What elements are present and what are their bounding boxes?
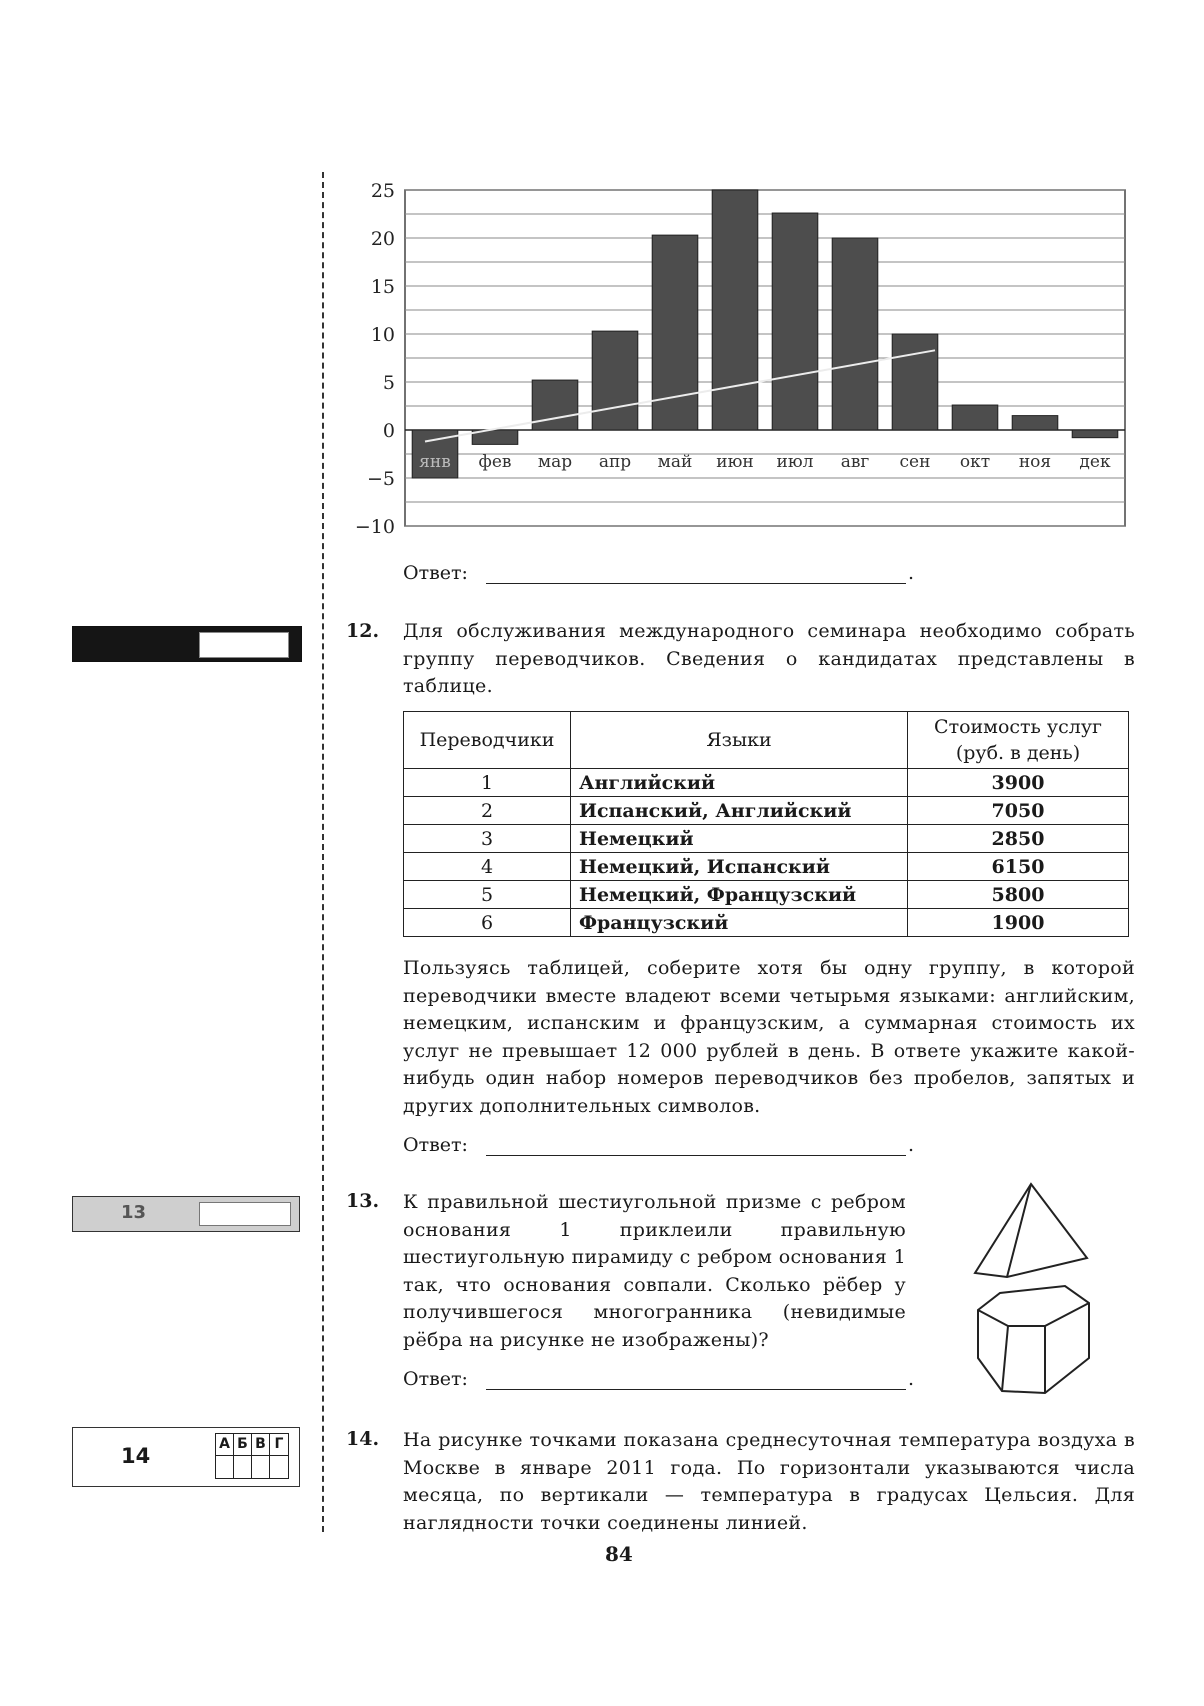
table-row: 4 Немецкий, Испанский 6150 [404,853,1129,881]
q12-text: Для обслуживания международного семинара необходимо собрать группу переводчиков. Сведения о кандидатах представлены в таблице. [403,620,1135,697]
q14-margin-label: 14 [121,1444,151,1468]
y-tick-label: 5 [382,372,395,394]
x-category-label: мар [537,452,573,472]
y-tick-label: −10 [354,516,395,538]
x-category-label: апр [598,452,632,472]
x-category-label: окт [959,452,991,472]
y-tick-label: 10 [370,324,395,346]
y-tick-label: 25 [370,180,395,202]
q13-answer-label: Ответ: [403,1368,468,1390]
q11-answer-label: Ответ: [403,562,468,584]
table-row: 5 Немецкий, Французский 5800 [404,881,1129,909]
q14-cell-v[interactable] [252,1456,270,1478]
bar-сен [892,334,938,430]
q13-answer: Ответ: . [403,1368,914,1390]
page-number: 84 [605,1542,633,1566]
q13-margin-box [72,1196,300,1232]
bar-июн [712,190,758,430]
temperature-bar-chart [350,178,1140,538]
pyramid-shape [975,1184,1087,1277]
q13-answer-cell[interactable] [199,1202,291,1226]
header-languages: Языки [571,712,908,769]
header-translators: Переводчики [404,712,571,769]
x-category-label: янв [419,452,451,472]
y-tick-label: −5 [366,468,395,490]
q14-cell-a[interactable] [216,1456,234,1478]
q13-answer-field[interactable] [486,1369,906,1390]
q14-cell-g[interactable] [270,1456,288,1478]
bar-мар [532,380,578,430]
bar-июл [772,213,818,430]
q12-task: Пользуясь таблицей, соберите хотя бы одну группу, в которой переводчики вместе владеют всеми четырьмя языками: английским, немецким, испанским и французским, а суммарная стоимость их услуг не превышает 12 000 рублей в день. В ответе укажите какой-нибудь один набор номеров переводчиков без пробелов, запятых и других дополнительных символов. [403,957,1135,1117]
x-category-label: сен [899,452,931,472]
table-row: 2 Испанский, Английский 7050 [404,797,1129,825]
cut-line [322,172,324,1532]
q13-margin-label: 13 [121,1202,147,1223]
x-category-label: дек [1079,452,1111,472]
q14-cell-b[interactable] [234,1456,252,1478]
q12-margin-box [72,626,302,662]
bar-ноя [1012,416,1058,430]
q13-text: К правильной шестиугольной призме с ребром основания 1 приклеили правильную шестиугольную пирамиду с ребром основания 1 так, что основания совпали. Сколько рёбер у получившегося многогранника (невидимые рёбра на рисунке не изображены)? [403,1191,906,1351]
bar-май [652,235,698,430]
x-category-label: июн [716,452,754,472]
table-header-row [404,712,1129,769]
q14-answer-grid[interactable]: А Б В Г [215,1433,289,1479]
q14-number: 14. [346,1428,380,1450]
q12-answer-cell[interactable] [199,632,289,658]
translators-table [403,711,1129,937]
prism-shape [978,1286,1089,1393]
table-row: 3 Немецкий 2850 [404,825,1129,853]
x-category-label: авг [840,452,870,472]
bar-авг [832,238,878,430]
header-cost: Стоимость услуг (руб. в день) [908,712,1129,769]
bar-дек [1072,430,1118,438]
table-row: 6 Французский 1900 [404,909,1129,937]
q12-answer: Ответ: . [403,1134,914,1156]
q11-answer: Ответ: . [403,562,914,584]
x-category-label: ноя [1018,452,1052,472]
prism-pyramid-figure [960,1180,1100,1400]
y-tick-label: 20 [370,228,395,250]
y-tick-label: 15 [370,276,395,298]
q12-number: 12. [346,620,380,642]
q12-answer-label: Ответ: [403,1134,468,1156]
q14-margin-box [72,1427,300,1487]
y-tick-label: 0 [382,420,395,442]
q12-answer-field[interactable] [486,1135,906,1156]
q13-number: 13. [346,1190,380,1212]
q14-text: На рисунке точками показана среднесуточная температура воздуха в Москве в январе 2011 года. По горизонтали указываются числа месяца, по вертикали — температура в градусах Цельсия. Для наглядности точки соединены линией. [403,1429,1135,1534]
x-category-label: май [657,452,693,472]
q11-answer-field[interactable] [486,563,906,584]
bar-апр [592,331,638,430]
x-category-label: фев [478,452,512,472]
x-category-label: июл [776,452,814,472]
bar-окт [952,405,998,430]
table-row: 1 Английский 3900 [404,769,1129,797]
